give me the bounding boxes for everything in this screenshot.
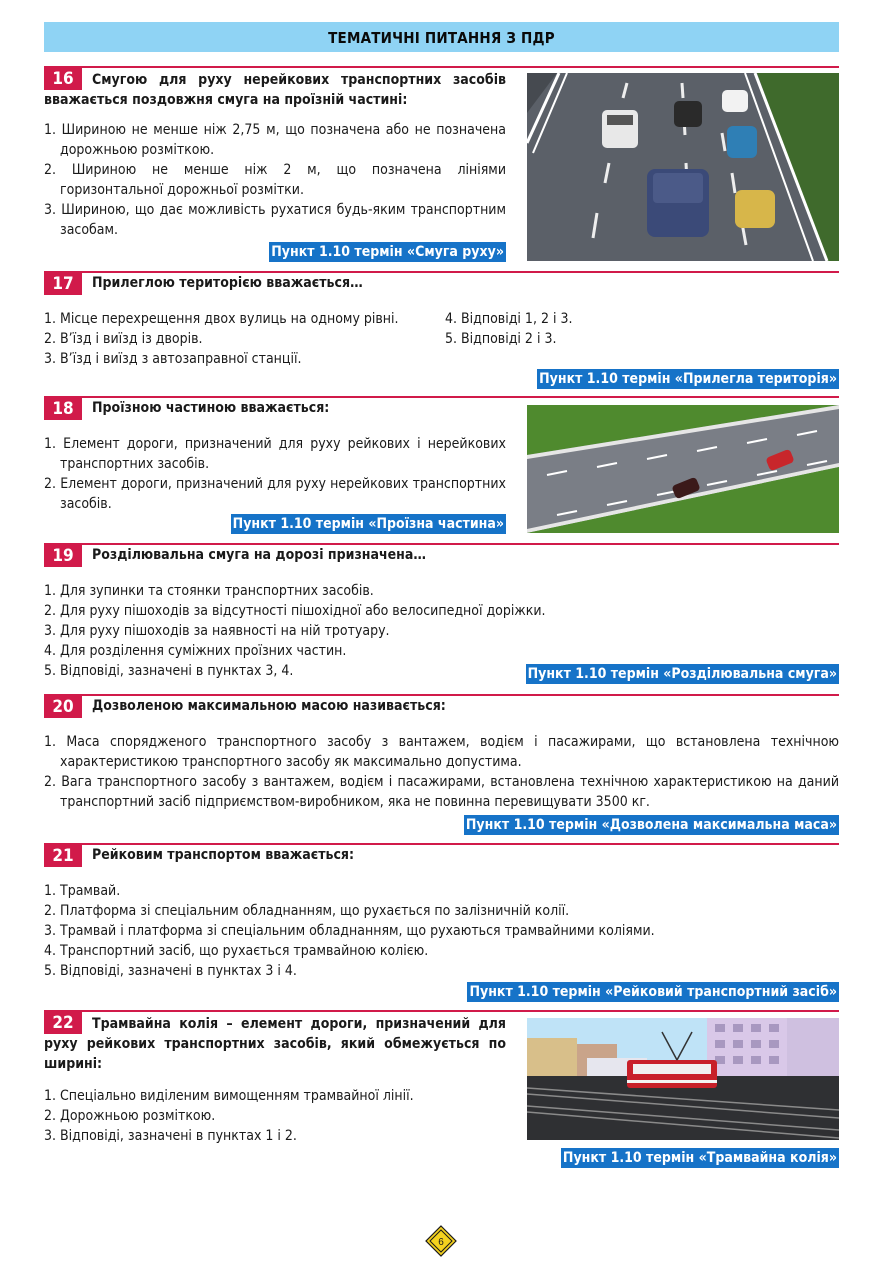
answer-item: 3. Відповіді, зазначені в пунктах 1 і 2. bbox=[44, 1128, 297, 1144]
question-title: Прилеглою територією вважається… bbox=[92, 275, 363, 291]
question-18 bbox=[44, 396, 506, 514]
answer-item: 5. Відповіді, зазначені в пунктах 3 і 4. bbox=[44, 963, 297, 979]
answer-item: 1. Спеціально виділеним вимощенням трамвайної лінії. bbox=[44, 1088, 414, 1104]
question-21 bbox=[44, 843, 839, 981]
answer-item: 4. Відповіді 1, 2 і 3. bbox=[445, 311, 573, 327]
question-number: 22 bbox=[44, 1012, 82, 1034]
question-number: 18 bbox=[44, 398, 82, 420]
question-number: 20 bbox=[44, 696, 82, 718]
answer-item: 4. Транспортний засіб, що рухається трамвайною колією. bbox=[44, 943, 429, 959]
carriageway-illustration bbox=[527, 405, 839, 533]
question-title: Розділювальна смуга на дорозі призначена… bbox=[92, 547, 426, 563]
rule-reference: Пункт 1.10 термін «Рейковий транспортний засіб» bbox=[469, 984, 837, 1000]
answer-list bbox=[44, 881, 839, 981]
question-title: Рейковим транспортом вважається: bbox=[92, 847, 355, 863]
answer-item: 2. Елемент дороги, призначений для руху нерейкових транспортних засобів. bbox=[44, 476, 506, 512]
rule-reference: Пункт 1.10 термін «Трамвайна колія» bbox=[562, 1150, 837, 1166]
answer-list bbox=[44, 434, 506, 514]
answer-item: 1. Елемент дороги, призначений для руху рейкових і нерейкових транспортних засобів. bbox=[44, 436, 506, 472]
tram-track-illustration bbox=[527, 1018, 839, 1140]
question-number: 16 bbox=[44, 68, 82, 90]
question-title: Проїзною частиною вважається: bbox=[92, 400, 330, 416]
question-22 bbox=[44, 1010, 506, 1146]
answer-item: 1. Трамвай. bbox=[44, 883, 121, 899]
page-header: ТЕМАТИЧНІ ПИТАННЯ З ПДР bbox=[44, 22, 839, 52]
answer-item: 3. Шириною, що дає можливість рухатися будь-яким транспортним засобам. bbox=[44, 202, 506, 238]
question-title: Дозволеною максимальною масою називається: bbox=[92, 698, 446, 714]
answer-item: 5. Відповіді, зазначені в пунктах 3, 4. bbox=[44, 663, 294, 679]
highway-illustration bbox=[527, 73, 839, 261]
answer-item: 3. Для руху пішоходів за наявності на ній тротуару. bbox=[44, 623, 390, 639]
answer-item: 3. В’їзд і виїзд з автозаправної станції. bbox=[44, 351, 302, 367]
answer-item: 1. Шириною не менше ніж 2,75 м, що позначена або не позначена дорожньою розміткою. bbox=[44, 122, 506, 158]
answer-item: 1. Маса спорядженого транспортного засобу з вантажем, водієм і пасажирами, що встановлена технічною характеристикою транспортного засобу як максимально допустима. bbox=[44, 734, 839, 770]
question-number: 17 bbox=[44, 273, 82, 295]
answer-list-right bbox=[445, 309, 745, 349]
rule-reference: Пункт 1.10 термін «Смуга руху» bbox=[271, 244, 504, 260]
question-16 bbox=[44, 66, 506, 240]
question-title: Трамвайна колія – елемент дороги, призначений для руху рейкових транспортних засобів, який обмежується по ширині: bbox=[44, 1016, 506, 1072]
question-20 bbox=[44, 694, 839, 812]
answer-list bbox=[44, 732, 839, 812]
answer-list-left bbox=[44, 309, 439, 369]
question-title: Смугою для руху нерейкових транспортних засобів вважається поздовжня смуга на проїзній частині: bbox=[44, 72, 506, 108]
answer-item: 1. Для зупинки та стоянки транспортних засобів. bbox=[44, 583, 374, 599]
question-19 bbox=[44, 543, 839, 681]
answer-item: 3. Трамвай і платформа зі спеціальним обладнанням, що рухаються трамвайними коліями. bbox=[44, 923, 655, 939]
answer-item: 2. Вага транспортного засобу з вантажем, водієм і пасажирами, встановлена технічною характеристикою на даний транспортний засіб підприємством-виробником, яка не повинна перевищувати 3500 кг. bbox=[44, 774, 839, 810]
answer-item: 2. Шириною не менше ніж 2 м, що позначена лініями горизонтальної дорожньої розмітки. bbox=[44, 162, 506, 198]
answer-list bbox=[44, 120, 506, 240]
question-number: 21 bbox=[44, 845, 82, 867]
answer-item: 2. В’їзд і виїзд із дворів. bbox=[44, 331, 203, 347]
answer-item: 2. Для руху пішоходів за відсутності пішохідної або велосипедної доріжки. bbox=[44, 603, 546, 619]
page-number: 6 bbox=[438, 1237, 444, 1248]
rule-reference: Пункт 1.10 термін «Розділювальна смуга» bbox=[527, 666, 837, 682]
answer-item: 5. Відповіді 2 і 3. bbox=[445, 331, 557, 347]
question-17 bbox=[44, 271, 839, 369]
question-number: 19 bbox=[44, 545, 82, 567]
answer-list bbox=[44, 1086, 506, 1146]
rule-reference: Пункт 1.10 термін «Проїзна частина» bbox=[232, 516, 504, 532]
answer-item: 2. Платформа зі спеціальним обладнанням, що рухається по залізничній колії. bbox=[44, 903, 570, 919]
answer-item: 4. Для розділення суміжних проїзних частин. bbox=[44, 643, 347, 659]
answer-item: 1. Місце перехрещення двох вулиць на одному рівні. bbox=[44, 311, 399, 327]
page-number-badge bbox=[425, 1225, 457, 1257]
rule-reference: Пункт 1.10 термін «Прилегла територія» bbox=[539, 371, 837, 387]
rule-reference: Пункт 1.10 термін «Дозволена максимальна маса» bbox=[465, 817, 837, 833]
answer-item: 2. Дорожньою розміткою. bbox=[44, 1108, 216, 1124]
